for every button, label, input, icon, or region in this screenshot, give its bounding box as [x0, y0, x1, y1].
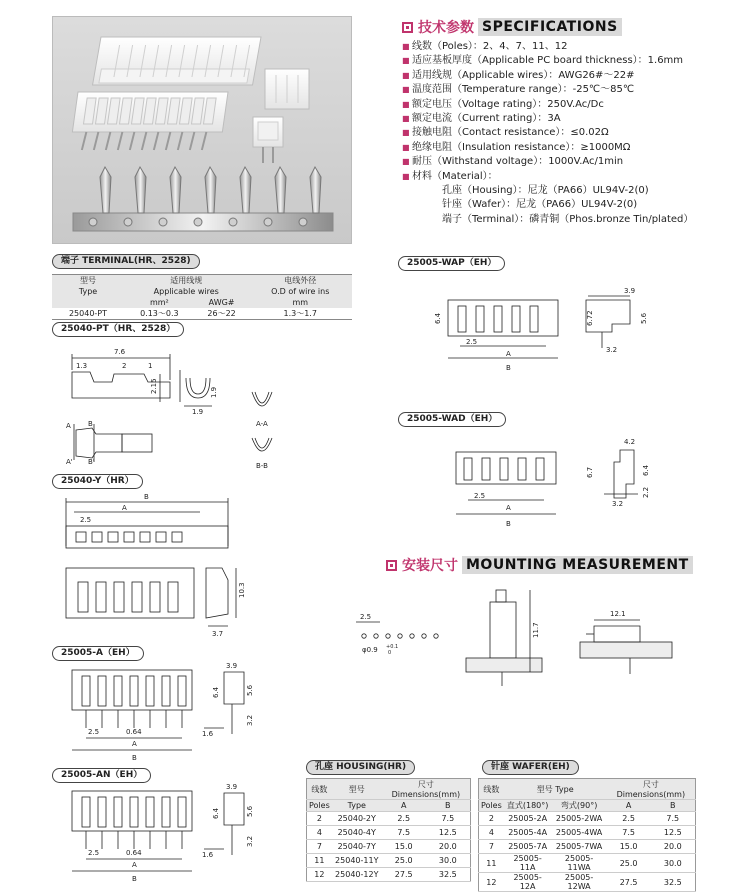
svg-text:1.9: 1.9 — [210, 386, 218, 398]
svg-text:2.15: 2.15 — [150, 378, 158, 394]
svg-text:2.5: 2.5 — [88, 849, 100, 857]
svg-text:3.2: 3.2 — [246, 714, 254, 726]
terminal-table: 型号 适用线规 电线外径 Type Applicable wires O.D of wire ins mm² AWG# mm 25040-PT 0.13～0.3 26～22 1.3～1.7 — [52, 274, 352, 320]
table-row: 25040-PT 0.13～0.3 26～22 1.3～1.7 — [68, 309, 317, 318]
svg-text:B: B — [144, 493, 149, 501]
svg-text:6.4: 6.4 — [434, 312, 442, 324]
bullet-square-icon: ■ — [402, 85, 410, 95]
material-item: 孔座（Housing）：尼龙（PA66）UL94V-2(0) — [442, 185, 649, 197]
svg-text:A: A — [506, 504, 511, 512]
bullet-square-icon — [402, 22, 413, 33]
table-row: 11 25005-11A 25005-11WA 25.0 30.0 — [479, 854, 696, 873]
specifications-heading: 技术参数 SPECIFICATIONS — [402, 18, 622, 36]
svg-text:3.2: 3.2 — [246, 835, 254, 847]
svg-text:B: B — [506, 520, 511, 528]
svg-text:A: A — [132, 861, 137, 869]
label-25005-a: 25005-A（EH） — [52, 646, 144, 661]
svg-text:1.6: 1.6 — [202, 730, 214, 738]
svg-text:10.3: 10.3 — [238, 582, 246, 598]
svg-text:6.72: 6.72 — [586, 310, 594, 326]
spec-item: ■ 适应基板厚度（Applicable PC board thickness）：1.6mm — [402, 54, 742, 68]
svg-text:A: A — [506, 350, 511, 358]
svg-text:2.5: 2.5 — [466, 338, 478, 346]
svg-text:3.9: 3.9 — [226, 662, 238, 670]
svg-text:0.64: 0.64 — [126, 849, 142, 857]
spec-item: ■ 接触电阻（Contact resistance）：≤0.02Ω — [402, 126, 742, 140]
product-photo — [52, 16, 352, 244]
table-row: 4 25040-4Y 7.5 12.5 — [307, 826, 471, 840]
spec-item: ■ 材料（Material）： — [402, 170, 742, 184]
svg-text:1.9: 1.9 — [192, 408, 204, 416]
bullet-square-icon: ■ — [402, 42, 410, 51]
svg-text:11.7: 11.7 — [532, 622, 540, 638]
svg-text:2.5: 2.5 — [360, 613, 372, 621]
bullet-square-icon: ■ — [402, 114, 410, 124]
svg-text:B': B' — [88, 458, 95, 466]
svg-text:3.2: 3.2 — [612, 500, 624, 508]
mounting-drawing — [340, 582, 720, 702]
wafer-an-drawing — [52, 783, 272, 888]
svg-text:5.6: 5.6 — [640, 312, 648, 324]
specifications-list — [402, 40, 742, 227]
svg-text:5.6: 5.6 — [246, 805, 254, 817]
bullet-square-icon: ■ — [402, 142, 410, 152]
svg-text:φ0.9: φ0.9 — [362, 646, 378, 654]
svg-text:2.2: 2.2 — [642, 486, 650, 498]
svg-text:A: A — [122, 504, 127, 512]
terminal-drawing — [52, 340, 292, 470]
svg-text:2.5: 2.5 — [80, 516, 92, 524]
mounting-heading: 安装尺寸 MOUNTING MEASUREMENT — [386, 556, 693, 574]
label-25040-y: 25040-Y（HR） — [52, 474, 143, 489]
svg-text:B: B — [506, 364, 511, 372]
housing-drawing — [52, 490, 252, 640]
svg-text:1.3: 1.3 — [76, 362, 88, 370]
housing-table: 线数 型号 尺寸Dimensions(mm) Poles Type A B 2 25040-2Y 2.5 7.5 4 25040-4Y 7.5 12.5 7 25040-7Y 15.0 20.0 11 25040-11Y 25.0 30.0 12 25040-12Y 27.5 32.5 — [306, 778, 471, 882]
svg-text:1: 1 — [148, 362, 153, 370]
housing-label: 孔座 HOUSING(HR) — [306, 760, 415, 775]
svg-text:B: B — [88, 420, 93, 428]
spec-item: ■ 适用线规（Applicable wires）：AWG26#～22# — [402, 69, 742, 83]
spec-item: ■ 绝缘电阻（Insulation resistance）：≥1000MΩ — [402, 141, 742, 155]
bullet-square-icon: ■ — [402, 171, 410, 181]
wafer-label: 针座 WAFER(EH) — [482, 760, 579, 775]
bullet-square-icon — [386, 560, 397, 571]
label-25005-wap: 25005-WAP（EH） — [398, 256, 505, 271]
table-row: 7 25040-7Y 15.0 20.0 — [307, 840, 471, 854]
table-row: 12 25040-12Y 27.5 32.5 — [307, 868, 471, 882]
table-row: 11 25040-11Y 25.0 30.0 — [307, 854, 471, 868]
spec-item: ■ 额定电流（Current rating）：3A — [402, 112, 742, 126]
bullet-square-icon: ■ — [402, 128, 410, 138]
svg-text:3.9: 3.9 — [226, 783, 238, 791]
material-item: 针座（Wafer）：尼龙（PA66）UL94V-2(0) — [442, 199, 638, 211]
wafer-table: 线数 型号 Type 尺寸Dimensions(mm) Poles 直式(180°) 弯式(90°) A B 2 25005-2A 25005-2WA 2.5 7.5 4 25005-4A 25005-4WA 7.5 12.5 7 25005-7A 25005-7WA 15.0 20.0 11 25005-11A 25005-11WA 25.0 30.0 12 25005-12A 25005-12WA 27.5 32.5 — [478, 778, 696, 892]
svg-text:B: B — [132, 754, 137, 762]
svg-text:6.7: 6.7 — [586, 466, 594, 478]
spec-item: ■ 线数（Poles）：2、4、7、11、12 — [402, 40, 742, 54]
spec-item: ■ 温度范围（Temperature range）：-25℃～85℃ — [402, 83, 742, 97]
svg-text:2: 2 — [122, 362, 127, 370]
table-row: 7 25005-7A 25005-7WA 15.0 20.0 — [479, 840, 696, 854]
wafer-a-drawing — [52, 662, 272, 767]
svg-text:0.64: 0.64 — [126, 728, 142, 736]
table-row: 2 25005-2A 25005-2WA 2.5 7.5 — [479, 812, 696, 826]
svg-text:7.6: 7.6 — [114, 348, 126, 356]
table-row: 12 25005-12A 25005-12WA 27.5 32.5 — [479, 873, 696, 892]
wafer-wap-drawing — [398, 280, 698, 380]
svg-text:B-B: B-B — [256, 462, 268, 470]
svg-text:6.4: 6.4 — [212, 686, 220, 698]
spec-item: ■ 额定电压（Voltage rating）：250V.Ac/Dc — [402, 98, 742, 112]
svg-text:2.5: 2.5 — [474, 492, 486, 500]
table-row: 2 25040-2Y 2.5 7.5 — [307, 812, 471, 826]
svg-text:3.2: 3.2 — [606, 346, 618, 354]
table-row: 4 25005-4A 25005-4WA 7.5 12.5 — [479, 826, 696, 840]
svg-text:A: A — [132, 740, 137, 748]
svg-text:6.4: 6.4 — [642, 464, 650, 476]
bullet-square-icon: ■ — [402, 157, 410, 167]
svg-text:2.5: 2.5 — [88, 728, 100, 736]
material-item: 端子（Terminal）：磷青铜（Phos.bronze Tin/plated） — [442, 213, 694, 225]
svg-text:0: 0 — [388, 650, 392, 656]
svg-text:6.4: 6.4 — [212, 807, 220, 819]
svg-text:3.9: 3.9 — [624, 287, 636, 295]
terminal-label: 端子 TERMINAL(HR、2528) — [52, 254, 200, 269]
svg-text:4.2: 4.2 — [624, 438, 636, 446]
svg-text:A: A — [66, 422, 71, 430]
svg-text:A': A' — [66, 458, 73, 466]
label-25005-wad: 25005-WAD（EH） — [398, 412, 506, 427]
bullet-square-icon: ■ — [402, 99, 410, 109]
bullet-square-icon: ■ — [402, 56, 410, 66]
label-25040-pt: 25040-PT（HR、2528） — [52, 322, 184, 337]
svg-text:+0.1: +0.1 — [386, 644, 399, 650]
svg-text:B: B — [132, 875, 137, 883]
svg-text:1.6: 1.6 — [202, 851, 214, 859]
svg-text:12.1: 12.1 — [610, 610, 626, 618]
svg-text:A-A: A-A — [256, 420, 268, 428]
bullet-square-icon: ■ — [402, 70, 410, 80]
wafer-wad-drawing — [398, 434, 698, 534]
svg-text:5.6: 5.6 — [246, 684, 254, 696]
label-25005-an: 25005-AN（EH） — [52, 768, 151, 783]
svg-text:3.7: 3.7 — [212, 630, 224, 638]
spec-item: ■ 耐压（Withstand voltage）：1000V.Ac/1min — [402, 155, 742, 169]
